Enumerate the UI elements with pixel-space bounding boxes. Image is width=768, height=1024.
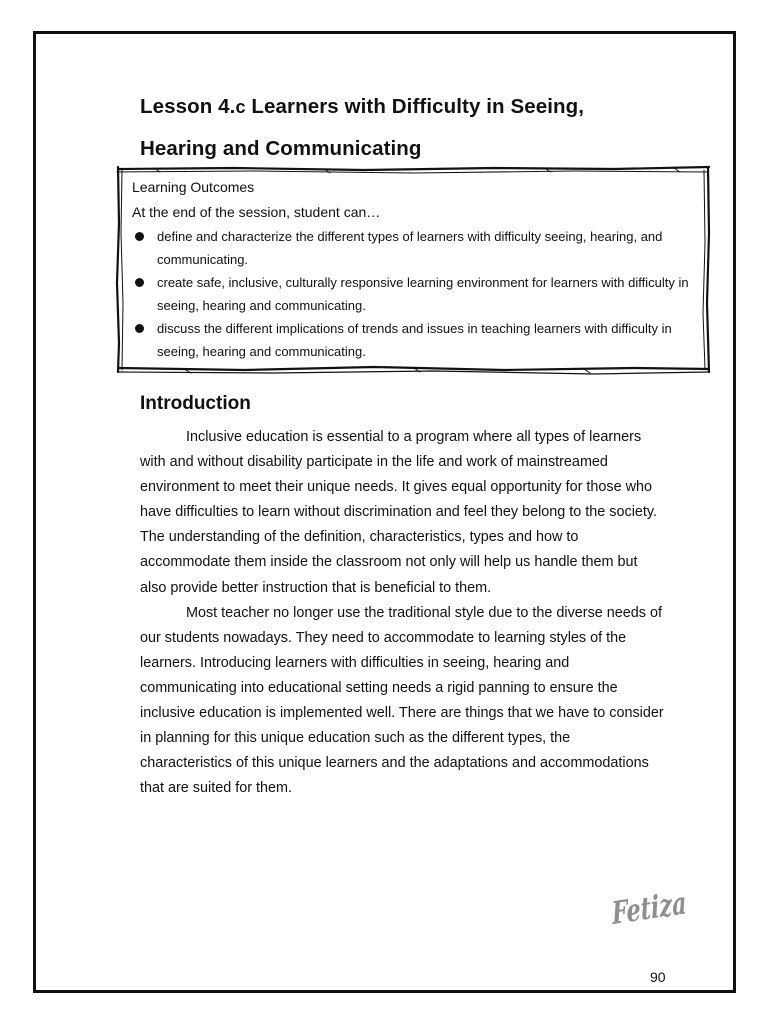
- outcome-item: [132, 317, 695, 363]
- intro-paragraph: Most teacher no longer use the traditional style due to the diverse needs of our students nowadays. They need to accommodate to learning styles of the learners. Introducing learners with difficulties in seeing, hearing and communicating into educational setting needs a rigid panning to ensure the inclusive education is implemented well. There are things that we have to consider in planning for this unique education such as the different types, the characteristics of this unique learners and the adaptations and accommodations that are suited for them.: [140, 604, 664, 797]
- bullet-icon: [135, 324, 144, 333]
- intro-paragraph: Inclusive education is essential to a program where all types of learners with and without disability participate in the life and work of mainstreamed environment to meet their unique needs. It gives equal opportunity for those who have difficulties to learn without discrimination and feel they belong to the society. The understanding of the definition, characteristics, types and how to accommodate them inside the classroom not only will help us handle them but also provide better instruction that is beneficial to them.: [140, 429, 658, 596]
- outcome-text: define and characterize the different types of learners with difficulty seeing, hearing, and communicating.: [157, 229, 663, 267]
- introduction-body: [140, 425, 666, 801]
- learning-outcomes-box: [120, 169, 707, 370]
- title-line2: Hearing and Communicating: [140, 137, 422, 160]
- bullet-icon: [135, 232, 144, 241]
- outcomes-intro: At the end of the session, student can…: [132, 204, 381, 220]
- document-page: [33, 31, 736, 993]
- introduction-heading: Introduction: [140, 393, 251, 414]
- outcome-text: discuss the different implications of trends and issues in teaching learners with difficulty in seeing, hearing and communicating.: [157, 321, 672, 359]
- outcomes-heading: Learning Outcomes: [132, 179, 255, 195]
- outcome-text: create safe, inclusive, culturally responsive learning environment for learners with difficulty in seeing, hearing and communicating.: [157, 275, 689, 313]
- title-line1: Learners with Difficulty in Seeing,: [245, 95, 585, 118]
- lesson-label: Lesson 4.: [140, 95, 236, 118]
- outcome-item: [132, 225, 695, 271]
- lesson-title: [140, 86, 700, 170]
- outcome-item: [132, 271, 695, 317]
- page-number: 90: [650, 969, 666, 985]
- signature: Fetiza: [610, 885, 688, 932]
- lesson-suffix: c: [235, 97, 246, 117]
- bullet-icon: [135, 278, 144, 287]
